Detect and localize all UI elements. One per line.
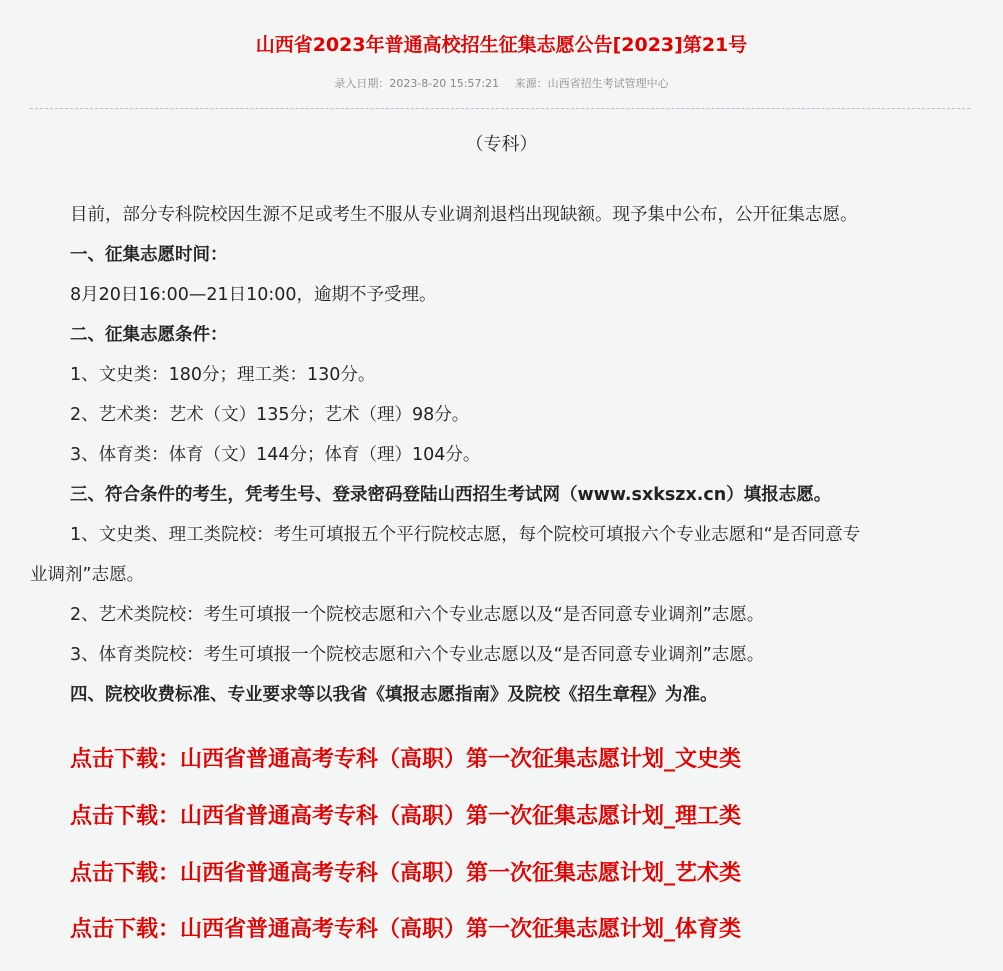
article-meta bbox=[0, 77, 1003, 91]
section2-item: 1、文史类：180分；理工类：130分。 bbox=[70, 365, 376, 385]
section3-item1-line1: 1、文史类、理工类院校：考生可填报五个平行院校志愿，每个院校可填报六个专业志愿和“是否同意专 bbox=[70, 525, 861, 545]
section1-heading: 一、征集志愿时间： bbox=[70, 245, 228, 265]
section4-heading: 四、院校收费标准、专业要求等以我省《填报志愿指南》及院校《招生章程》为准。 bbox=[70, 685, 718, 705]
section3-item3: 3、体育类院校：考生可填报一个院校志愿和六个专业志愿以及“是否同意专业调剂”志愿。 bbox=[70, 645, 765, 665]
section2-item: 2、艺术类：艺术（文）135分；艺术（理）98分。 bbox=[70, 405, 470, 425]
section2-item: 3、体育类：体育（文）144分；体育（理）104分。 bbox=[70, 445, 481, 465]
article-subtitle: （专科） bbox=[465, 134, 538, 155]
download-link-wenshi[interactable]: 点击下载：山西省普通高考专科（高职）第一次征集志愿计划_文史类 bbox=[70, 747, 742, 772]
download-link-tiyu[interactable]: 点击下载：山西省普通高考专科（高职）第一次征集志愿计划_体育类 bbox=[70, 917, 742, 942]
section3-item2: 2、艺术类院校：考生可填报一个院校志愿和六个专业志愿以及“是否同意专业调剂”志愿。 bbox=[70, 605, 765, 625]
section1-text: 8月20日16:00—21日10:00，逾期不予受理。 bbox=[70, 285, 437, 305]
title-divider bbox=[30, 108, 970, 109]
article-source: 来源：山西省招生考试管理中心 bbox=[514, 77, 669, 90]
section3-item1-line2: 业调剂”志愿。 bbox=[30, 565, 145, 585]
download-link-yishu[interactable]: 点击下载：山西省普通高考专科（高职）第一次征集志愿计划_艺术类 bbox=[70, 861, 742, 886]
download-link-ligong[interactable]: 点击下载：山西省普通高考专科（高职）第一次征集志愿计划_理工类 bbox=[70, 804, 742, 829]
entry-date: 录入日期：2023-8-20 15:57:21 bbox=[334, 77, 500, 90]
section2-heading: 二、征集志愿条件： bbox=[70, 325, 228, 345]
intro-paragraph: 目前，部分专科院校因生源不足或考生不服从专业调剂退档出现缺额。现予集中公布，公开征集志愿。 bbox=[70, 205, 858, 225]
section3-heading: 三、符合条件的考生，凭考生号、登录密码登陆山西招生考试网（www.sxkszx.cn）填报志愿。 bbox=[70, 485, 832, 505]
article-title: 山西省2023年普通高校招生征集志愿公告[2023]第21号 bbox=[255, 34, 748, 56]
